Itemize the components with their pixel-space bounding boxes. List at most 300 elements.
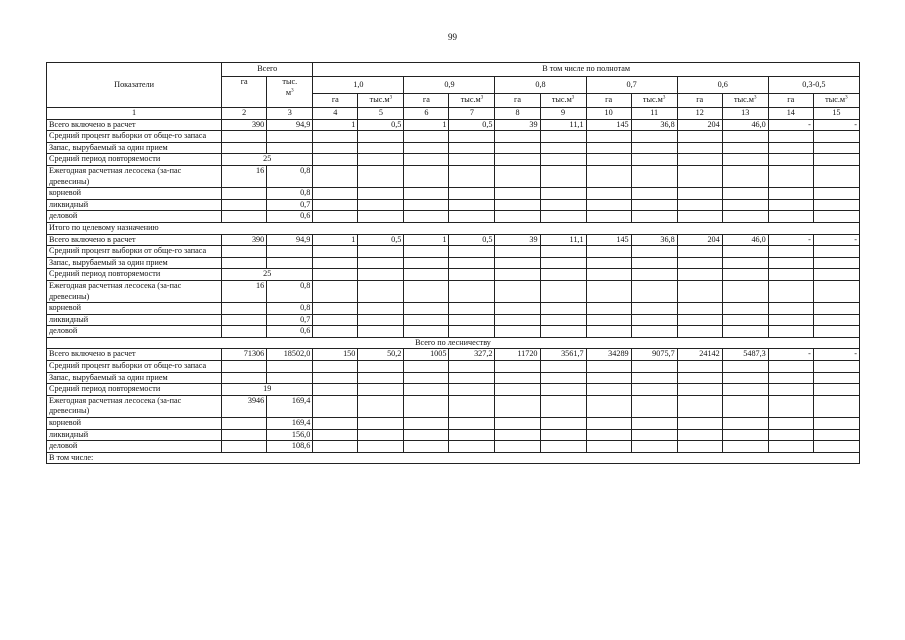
data-cell <box>722 269 768 281</box>
table-row <box>47 199 860 211</box>
data-cell <box>768 372 813 384</box>
data-cell <box>358 131 404 143</box>
data-cell: 0,6 <box>267 326 313 338</box>
data-cell <box>404 314 449 326</box>
data-cell <box>677 165 722 187</box>
data-cell <box>267 131 313 143</box>
row-label: Запас, вырубаемый за один прием <box>47 372 222 384</box>
data-cell <box>358 165 404 187</box>
data-cell <box>631 188 677 200</box>
data-cell <box>813 441 859 453</box>
row-label: ликвидный <box>47 314 222 326</box>
data-cell <box>267 246 313 258</box>
column-number: 5 <box>358 108 404 120</box>
data-cell: 94,9 <box>267 234 313 246</box>
data-cell <box>813 418 859 430</box>
data-cell <box>631 142 677 154</box>
data-cell: - <box>768 119 813 131</box>
table-row <box>47 349 860 361</box>
unit-ha-header: га <box>313 94 358 108</box>
data-cell <box>722 429 768 441</box>
data-cell <box>449 257 495 269</box>
data-cell: 5487,3 <box>722 349 768 361</box>
data-cell <box>540 314 586 326</box>
unit-ha-header: га <box>768 94 813 108</box>
data-cell: 327,2 <box>449 349 495 361</box>
data-cell <box>631 314 677 326</box>
table-row <box>47 211 860 223</box>
data-cell: 3946 <box>222 395 267 417</box>
data-cell <box>404 372 449 384</box>
data-cell <box>495 361 540 373</box>
data-cell <box>222 257 267 269</box>
data-cell <box>358 246 404 258</box>
data-cell <box>677 326 722 338</box>
data-cell <box>768 441 813 453</box>
data-cell <box>222 418 267 430</box>
data-cell <box>631 211 677 223</box>
data-cell <box>495 211 540 223</box>
data-cell <box>404 154 449 166</box>
column-number: 3 <box>267 108 313 120</box>
column-number: 11 <box>631 108 677 120</box>
unit-volume-header: $тыс.м^3$ <box>540 94 586 108</box>
data-cell <box>313 326 358 338</box>
data-cell <box>495 395 540 417</box>
column-number: 7 <box>449 108 495 120</box>
data-cell <box>404 280 449 302</box>
data-cell <box>813 303 859 315</box>
data-cell <box>677 257 722 269</box>
data-cell <box>813 257 859 269</box>
data-cell <box>813 269 859 281</box>
data-cell <box>404 211 449 223</box>
data-cell <box>495 441 540 453</box>
data-cell: 108,6 <box>267 441 313 453</box>
data-cell <box>677 395 722 417</box>
row-label: Всего включено в расчет <box>47 349 222 361</box>
data-cell <box>313 142 358 154</box>
data-cell <box>540 429 586 441</box>
data-cell: 0,5 <box>449 234 495 246</box>
data-cell <box>222 441 267 453</box>
data-cell <box>313 395 358 417</box>
column-number: 15 <box>813 108 859 120</box>
data-cell <box>449 326 495 338</box>
data-cell <box>313 154 358 166</box>
data-cell <box>586 314 631 326</box>
data-cell <box>677 280 722 302</box>
data-cell <box>631 418 677 430</box>
unit-volume-header: $тыс.м^3$ <box>449 94 495 108</box>
density-group-header: В том числе по полнотам <box>313 63 860 77</box>
column-number: 6 <box>404 108 449 120</box>
column-number: 13 <box>722 108 768 120</box>
data-cell <box>677 131 722 143</box>
data-cell <box>540 441 586 453</box>
data-cell <box>313 280 358 302</box>
data-cell <box>768 154 813 166</box>
data-cell <box>540 280 586 302</box>
column-number: 12 <box>677 108 722 120</box>
data-cell <box>631 372 677 384</box>
data-cell <box>404 429 449 441</box>
table-row <box>47 188 860 200</box>
data-cell <box>631 280 677 302</box>
column-number: 1 <box>47 108 222 120</box>
data-cell <box>449 395 495 417</box>
data-cell <box>768 246 813 258</box>
data-cell: 11,1 <box>540 119 586 131</box>
data-cell <box>358 418 404 430</box>
data-cell <box>722 142 768 154</box>
data-cell <box>404 257 449 269</box>
column-number: 9 <box>540 108 586 120</box>
data-cell <box>586 441 631 453</box>
data-cell <box>495 418 540 430</box>
data-cell <box>722 384 768 396</box>
data-cell <box>768 188 813 200</box>
data-cell <box>722 165 768 187</box>
data-cell <box>540 384 586 396</box>
data-cell: - <box>768 349 813 361</box>
data-cell <box>722 131 768 143</box>
data-cell <box>813 395 859 417</box>
total-volume-header: тыс. $м^3$ <box>267 77 313 108</box>
data-cell <box>449 269 495 281</box>
data-cell <box>222 199 267 211</box>
data-cell <box>631 131 677 143</box>
data-cell <box>540 418 586 430</box>
row-label: корневой <box>47 418 222 430</box>
row-label: ликвидный <box>47 429 222 441</box>
data-cell <box>449 372 495 384</box>
data-cell: 0,7 <box>267 314 313 326</box>
data-cell <box>358 361 404 373</box>
data-cell <box>404 165 449 187</box>
data-cell: 156,0 <box>267 429 313 441</box>
data-cell <box>449 429 495 441</box>
data-cell <box>768 361 813 373</box>
data-cell <box>677 361 722 373</box>
data-cell: 39 <box>495 234 540 246</box>
table-row <box>47 257 860 269</box>
data-cell <box>313 314 358 326</box>
data-cell: 169,4 <box>267 418 313 430</box>
data-cell <box>586 326 631 338</box>
unit-volume-header: $тыс.м^3$ <box>358 94 404 108</box>
data-cell: 1 <box>313 234 358 246</box>
data-cell <box>495 429 540 441</box>
data-cell: 145 <box>586 119 631 131</box>
data-cell <box>722 395 768 417</box>
data-cell <box>313 429 358 441</box>
density-header: 0,3-0,5 <box>768 77 859 94</box>
data-cell <box>267 372 313 384</box>
table-row <box>47 441 860 453</box>
cutting-table <box>46 62 860 464</box>
data-cell <box>586 372 631 384</box>
data-cell <box>631 257 677 269</box>
column-number: 14 <box>768 108 813 120</box>
column-number: 4 <box>313 108 358 120</box>
data-cell: 390 <box>222 119 267 131</box>
data-cell <box>677 441 722 453</box>
data-cell <box>449 154 495 166</box>
row-label: Всего включено в расчет <box>47 234 222 246</box>
data-cell <box>404 361 449 373</box>
data-cell: 0,5 <box>358 119 404 131</box>
section-title-row <box>47 222 860 234</box>
footer-label: В том числе: <box>47 452 860 464</box>
row-label: корневой <box>47 188 222 200</box>
data-cell <box>677 269 722 281</box>
data-cell: 50,2 <box>358 349 404 361</box>
data-cell <box>495 280 540 302</box>
row-label: Средний период повторяемости <box>47 154 222 166</box>
data-cell <box>358 269 404 281</box>
data-cell: 204 <box>677 119 722 131</box>
data-cell: 24142 <box>677 349 722 361</box>
table-row <box>47 246 860 258</box>
data-cell <box>540 211 586 223</box>
span-value-cell: 19 <box>222 384 313 396</box>
data-cell <box>267 257 313 269</box>
data-cell: 11720 <box>495 349 540 361</box>
data-cell <box>404 269 449 281</box>
data-cell <box>267 142 313 154</box>
data-cell: - <box>768 234 813 246</box>
data-cell <box>586 246 631 258</box>
data-cell <box>586 142 631 154</box>
data-cell <box>813 154 859 166</box>
data-cell <box>586 188 631 200</box>
table-row <box>47 418 860 430</box>
data-cell <box>586 384 631 396</box>
data-cell <box>313 199 358 211</box>
data-cell <box>722 361 768 373</box>
section-title-row <box>47 337 860 349</box>
data-cell <box>586 165 631 187</box>
data-cell <box>449 131 495 143</box>
data-cell <box>358 199 404 211</box>
data-cell <box>222 361 267 373</box>
data-cell <box>222 188 267 200</box>
row-label: Запас, вырубаемый за один прием <box>47 257 222 269</box>
data-cell <box>677 314 722 326</box>
data-cell <box>495 142 540 154</box>
density-header: 0,7 <box>586 77 677 94</box>
total-ha-header: га <box>222 77 267 108</box>
data-cell <box>313 418 358 430</box>
data-cell <box>631 199 677 211</box>
data-cell <box>586 154 631 166</box>
data-cell <box>722 303 768 315</box>
data-cell <box>586 269 631 281</box>
data-cell <box>768 165 813 187</box>
data-cell <box>358 384 404 396</box>
data-cell <box>313 211 358 223</box>
row-label: Средний процент выборки от обще-го запаса <box>47 246 222 258</box>
span-value-cell: 25 <box>222 269 313 281</box>
data-cell <box>586 303 631 315</box>
data-cell <box>540 188 586 200</box>
unit-ha-header: га <box>404 94 449 108</box>
data-cell <box>449 188 495 200</box>
data-cell <box>768 257 813 269</box>
data-cell <box>222 246 267 258</box>
data-cell: 390 <box>222 234 267 246</box>
data-cell <box>222 314 267 326</box>
data-cell <box>722 314 768 326</box>
unit-ha-header: га <box>495 94 540 108</box>
data-cell <box>358 326 404 338</box>
data-cell <box>722 199 768 211</box>
unit-ha-header: га <box>586 94 631 108</box>
row-label: Всего включено в расчет <box>47 119 222 131</box>
data-cell <box>677 199 722 211</box>
data-cell: 1005 <box>404 349 449 361</box>
row-label: деловой <box>47 211 222 223</box>
table-body <box>47 119 860 464</box>
data-cell <box>404 303 449 315</box>
data-cell <box>222 131 267 143</box>
data-cell <box>449 418 495 430</box>
data-cell <box>495 384 540 396</box>
data-cell <box>722 246 768 258</box>
data-cell <box>222 372 267 384</box>
data-cell <box>586 280 631 302</box>
data-cell <box>677 429 722 441</box>
data-cell: 36,8 <box>631 234 677 246</box>
data-cell <box>495 326 540 338</box>
data-cell <box>540 257 586 269</box>
data-cell <box>267 361 313 373</box>
data-cell <box>586 418 631 430</box>
data-cell: 34289 <box>586 349 631 361</box>
data-cell <box>586 131 631 143</box>
data-cell <box>677 384 722 396</box>
data-cell <box>540 269 586 281</box>
data-cell <box>404 441 449 453</box>
data-cell: 0,8 <box>267 280 313 302</box>
data-cell <box>631 154 677 166</box>
data-cell <box>495 269 540 281</box>
data-cell <box>813 246 859 258</box>
row-label: Ежегодная расчетная лесосека (за-пас древесины) <box>47 165 222 187</box>
data-cell <box>768 395 813 417</box>
table-header <box>47 63 860 120</box>
data-cell: 0,6 <box>267 211 313 223</box>
data-cell <box>404 142 449 154</box>
data-cell <box>586 361 631 373</box>
table-row <box>47 314 860 326</box>
data-cell <box>586 429 631 441</box>
data-cell <box>313 384 358 396</box>
data-cell <box>540 142 586 154</box>
data-cell <box>540 395 586 417</box>
data-cell <box>586 395 631 417</box>
data-cell <box>768 211 813 223</box>
data-cell: 1 <box>404 119 449 131</box>
data-cell <box>631 326 677 338</box>
data-cell <box>631 429 677 441</box>
row-label: Средний процент выборки от обще-го запаса <box>47 131 222 143</box>
table-row <box>47 361 860 373</box>
data-cell <box>404 326 449 338</box>
data-cell <box>449 314 495 326</box>
data-cell <box>313 257 358 269</box>
data-cell <box>768 142 813 154</box>
data-cell <box>631 246 677 258</box>
data-cell <box>313 372 358 384</box>
data-cell: 16 <box>222 280 267 302</box>
data-cell <box>404 246 449 258</box>
data-cell <box>449 361 495 373</box>
table-row <box>47 131 860 143</box>
column-number: 10 <box>586 108 631 120</box>
data-cell <box>677 142 722 154</box>
data-cell: 0,8 <box>267 188 313 200</box>
data-cell <box>449 246 495 258</box>
data-cell <box>813 188 859 200</box>
data-cell <box>768 280 813 302</box>
data-cell <box>495 372 540 384</box>
data-cell <box>586 257 631 269</box>
footer-row <box>47 452 860 464</box>
data-cell <box>813 131 859 143</box>
data-cell: 94,9 <box>267 119 313 131</box>
data-cell: 150 <box>313 349 358 361</box>
data-cell <box>768 384 813 396</box>
data-cell <box>404 418 449 430</box>
data-cell <box>677 154 722 166</box>
data-cell <box>404 131 449 143</box>
data-cell <box>495 257 540 269</box>
data-cell <box>631 395 677 417</box>
data-cell <box>358 142 404 154</box>
data-cell: 16 <box>222 165 267 187</box>
row-label: Средний период повторяемости <box>47 384 222 396</box>
table-row <box>47 303 860 315</box>
data-cell <box>677 303 722 315</box>
data-cell <box>586 211 631 223</box>
column-number: 2 <box>222 108 267 120</box>
data-cell <box>540 246 586 258</box>
table-row <box>47 395 860 417</box>
data-cell: 0,5 <box>358 234 404 246</box>
data-cell <box>631 441 677 453</box>
data-cell <box>722 418 768 430</box>
data-cell <box>540 199 586 211</box>
unit-volume-header: $тыс.м^3$ <box>722 94 768 108</box>
data-cell: - <box>813 349 859 361</box>
row-label: деловой <box>47 326 222 338</box>
data-cell: 1 <box>313 119 358 131</box>
data-cell <box>631 303 677 315</box>
table-row <box>47 269 860 281</box>
row-label: Запас, вырубаемый за один прием <box>47 142 222 154</box>
data-cell <box>768 418 813 430</box>
data-cell <box>540 361 586 373</box>
unit-ha-header: га <box>677 94 722 108</box>
data-cell <box>313 303 358 315</box>
table-row <box>47 165 860 187</box>
data-cell <box>495 199 540 211</box>
data-cell <box>677 211 722 223</box>
data-cell <box>358 154 404 166</box>
data-cell <box>495 131 540 143</box>
